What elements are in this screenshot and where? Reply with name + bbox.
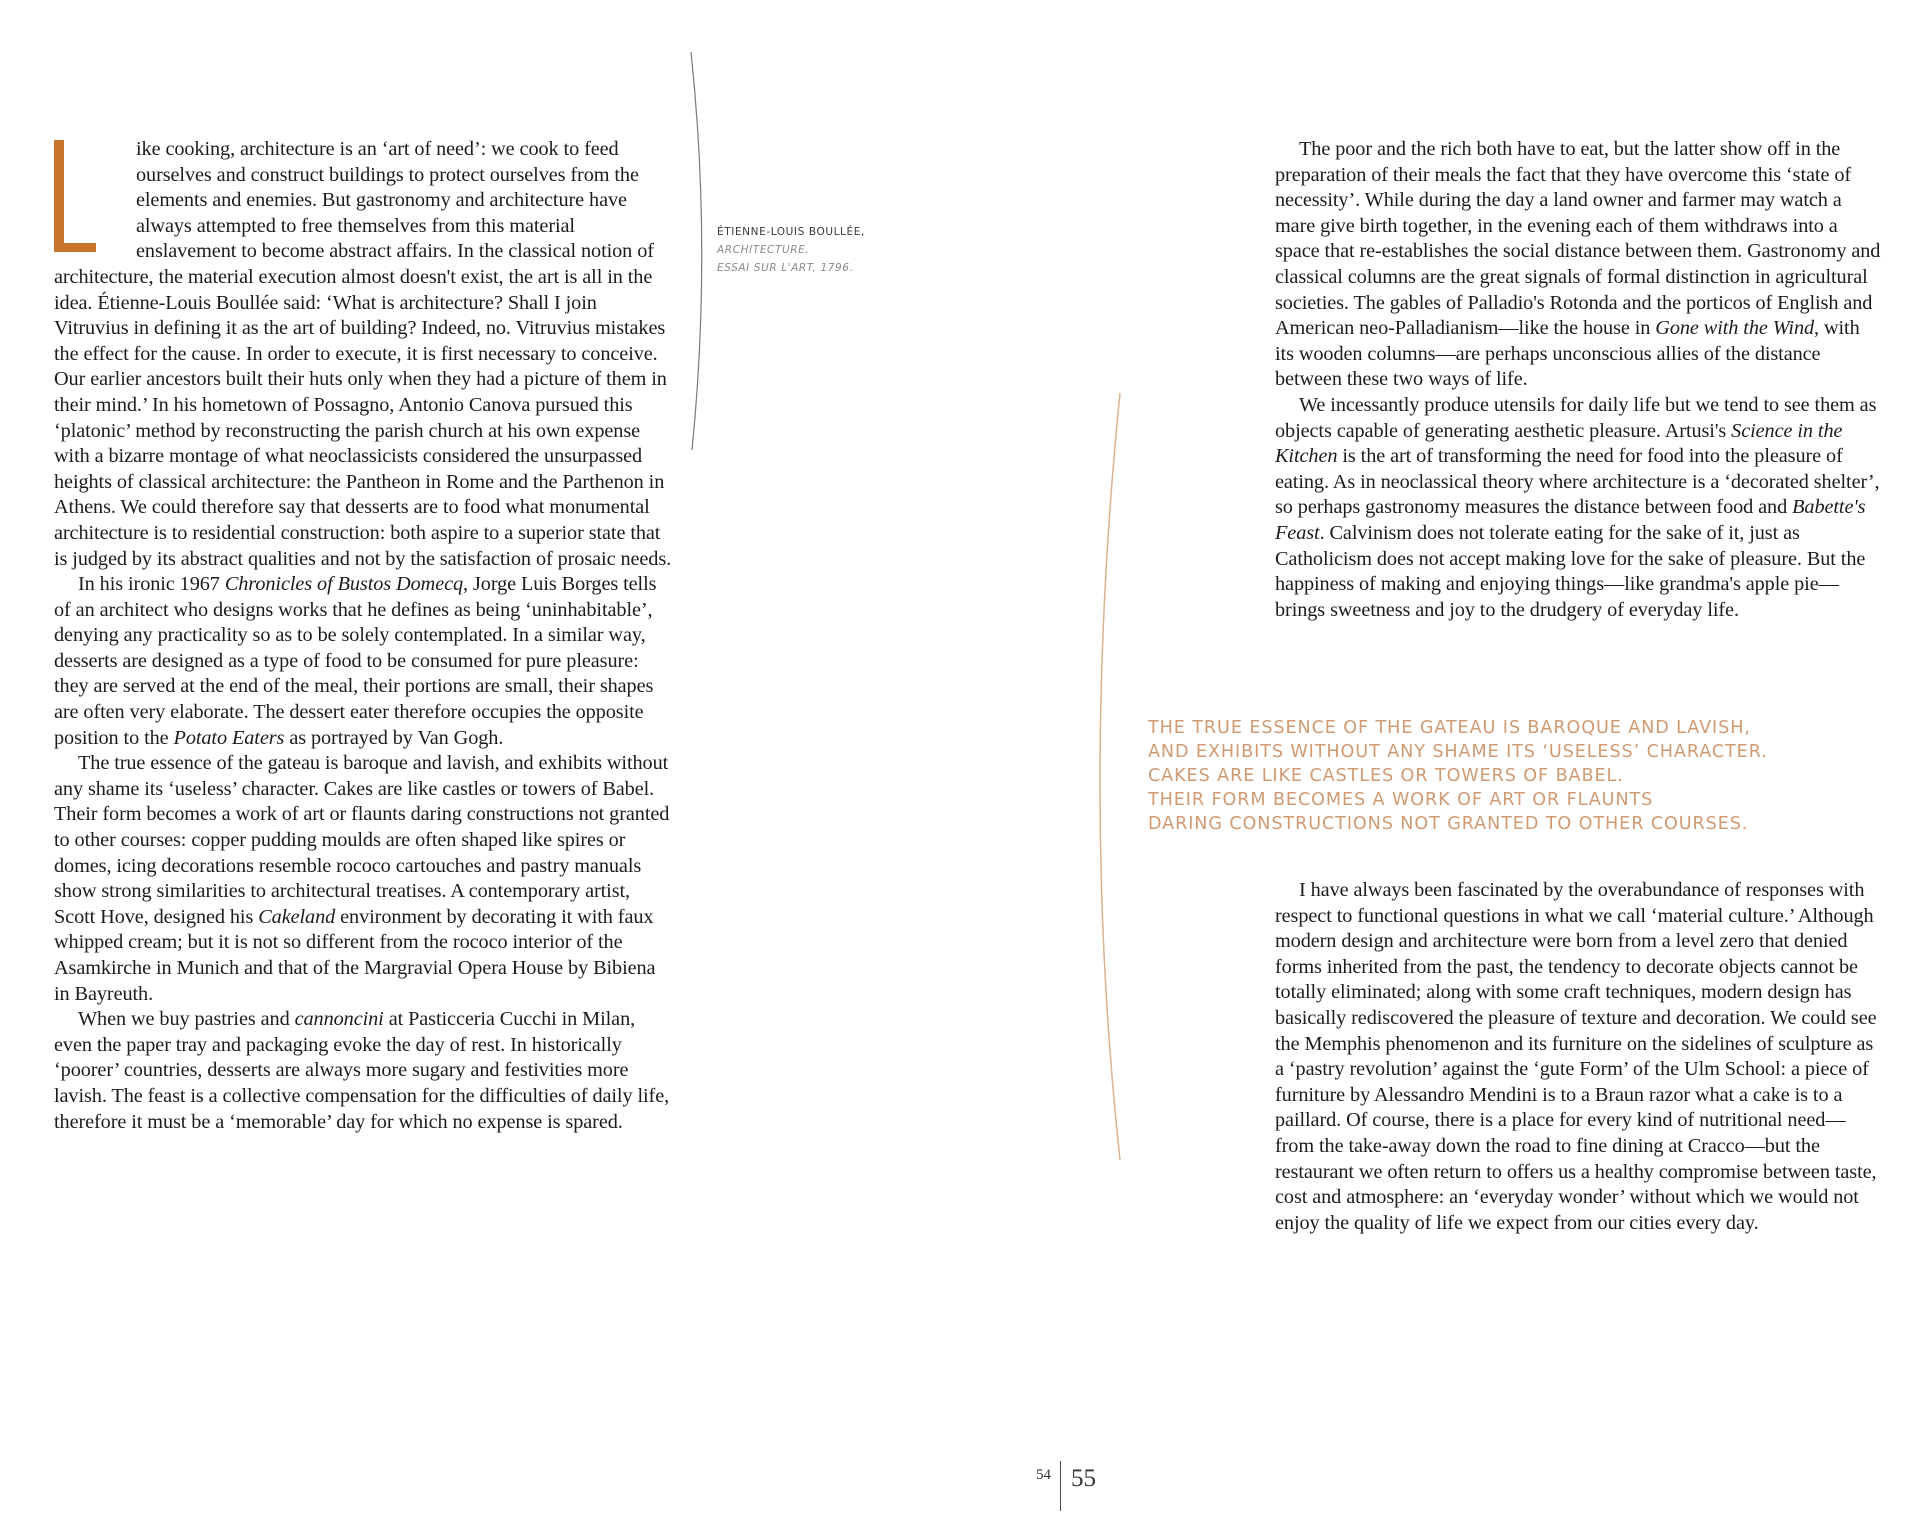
image-caption — [717, 223, 865, 277]
dropcap-l — [54, 140, 136, 252]
right-text-column-top — [1275, 137, 1881, 623]
pull-quote-line: AND EXHIBITS WITHOUT ANY SHAME ITS ‘USELESS’ CHARACTER. — [1148, 742, 1768, 762]
folio-divider — [1060, 1461, 1061, 1511]
paragraph-material-culture: I have always been fascinated by the overabundance of responses with respect to functional questions in what we call ‘material culture.’ Although modern design and architecture were born from a level zero that denied forms inherited from the past, the tendency to decorate objects cannot be totally eliminated; along with some craft techniques, modern design has basically rediscovered the pleasure of texture and decoration. We could see the Memphis phenomenon and its furniture on the sidelines of sculpture as a ‘pastry revolution’ against the ‘gute Form’ of the Ulm School: a piece of furniture by Alessandro Mendini is to a Braun razor what a cake is to a paillard. Of course, there is a place for every kind of nutritional need—from the take-away down the road to fine dining at Cracco—but the restaurant we often return to offers us a healthy compromise between taste, cost and atmosphere: an ‘everyday wonder’ without which we would not enjoy the quality of life we expect from our cities every day. — [1275, 879, 1877, 1234]
pull-quote-line: CAKES ARE LIKE CASTLES OR TOWERS OF BABEL. — [1148, 766, 1624, 786]
page-numbers — [0, 1461, 1920, 1511]
right-text-column-bottom — [1275, 878, 1881, 1236]
right-page-arc — [1100, 393, 1120, 1160]
paragraph-utensils: We incessantly produce utensils for daily life but we tend to see them as objects capable of generating aesthetic pleasure. Artusi's Science in the Kitchen is the art of transforming the need for food into the pleasure of eating. As in neoclassical theory where architecture is a ‘decorated shelter’, so perhaps gastronomy measures the distance between food and Babette's Feast. Calvinism does not tolerate eating for the sake of it, just as Catholicism does not accept making love for the sake of pleasure. But the happiness of making and enjoying things—like grandma's apple pie—brings sweetness and joy to the drudgery of everyday life. — [1275, 393, 1880, 621]
paragraph-opening — [54, 137, 674, 572]
paragraph-gateau: The true essence of the gateau is baroque and lavish, and exhibits without any shame its ‘useless’ character. Cakes are like castles or towers of Babel. Their form becomes a work of art or flaunts daring constructions not granted to other courses: copper pudding moulds are often shaped like spires or domes, icing decorations resemble rococo cartouches and pastry manuals show strong similarities to architectural treatises. A contemporary artist, Scott Hove, designed his Cakeland environment by decorating it with faux whipped cream; but it is not so different from the rococo interior of the Asamkirche in Munich and that of the Margravial Opera House by Bibiena in Bayreuth. — [54, 752, 670, 1005]
pull-quote-line: THE TRUE ESSENCE OF THE GATEAU IS BAROQUE AND LAVISH, — [1148, 718, 1751, 738]
paragraph-poor-rich: The poor and the rich both have to eat, but the latter show off in the preparation of their meals the fact that they have overcome this ‘state of necessity’. While during the day a land owner and farmer may watch a mare give birth together, in the evening each of them withdraws into a space that re-establishes the social distance between them. Gastronomy and classical columns are the great signals of formal distinction in agricultural societies. The gables of Palladio's Rotonda and the porticos of English and American neo-Palladianism—like the house in Gone with the Wind, with its wooden columns—are perhaps unconscious allies of the distance between these two ways of life. — [1275, 138, 1881, 391]
caption-author: ÉTIENNE-LOUIS BOULLÉE, — [717, 226, 865, 238]
pull-quote — [1148, 716, 1768, 836]
left-text-column — [54, 137, 674, 1135]
left-page-number: 54 — [1036, 1467, 1051, 1483]
pull-quote-line: THEIR FORM BECOMES A WORK OF ART OR FLAUNTS — [1148, 790, 1654, 810]
right-page-number: 55 — [1071, 1465, 1096, 1492]
pull-quote-line: DARING CONSTRUCTIONS NOT GRANTED TO OTHER COURSES. — [1148, 814, 1749, 834]
caption-source: ESSAI SUR L'ART, 1796. — [717, 262, 854, 274]
caption-title: ARCHITECTURE. — [717, 244, 810, 256]
paragraph-opening-text: ike cooking, architecture is an ‘art of need’: we cook to feed ourselves and construct buildings to protect ourselves from the elements and enemies. But gastronomy and architecture have always attempted to free themselves from this material enslavement to become abstract affairs. In the classical notion of architecture, the material execution almost doesn't exist, the art is all in the idea. Étienne-Louis Boullée said: ‘What is architecture? Shall I join Vitruvius in defining it as the art of building? Indeed, no. Vitruvius mistakes the effect for the cause. In order to execute, it is first necessary to conceive. Our earlier ancestors built their huts only when they had a picture of them in their mind.’ In his hometown of Possagno, Antonio Canova pursued this ‘platonic’ method by reconstructing the parish church at his own expense with a bizarre montage of what neoclassicists considered the unsurpassed heights of classical architecture: the Pantheon in Rome and the Parthenon in Athens. We could therefore say that desserts are to food what monumental architecture is to residential construction: both aspire to a superior state that is judged by its abstract qualities and not by the satisfaction of prosaic needs. — [54, 138, 672, 570]
paragraph-borges: In his ironic 1967 Chronicles of Bustos Domecq, Jorge Luis Borges tells of an architect who designs works that he defines as being ‘uninhabitable’, denying any practicality so as to be solely contemplated. In a similar way, desserts are designed as a type of food to be consumed for pure pleasure: they are served at the end of the meal, their portions are small, their shapes are often very elaborate. The dessert eater therefore occupies the opposite position to the Potato Eaters as portrayed by Van Gogh. — [54, 573, 657, 749]
left-page-arc — [691, 52, 702, 450]
paragraph-cucchi: When we buy pastries and cannoncini at Pasticceria Cucchi in Milan, even the paper tray and packaging evoke the day of rest. In historically ‘poorer’ countries, desserts are always more sugary and festivities more lavish. The feast is a collective compensation for the difficulties of daily life, therefore it must be a ‘memorable’ day for which no expense is spared. — [54, 1008, 670, 1133]
